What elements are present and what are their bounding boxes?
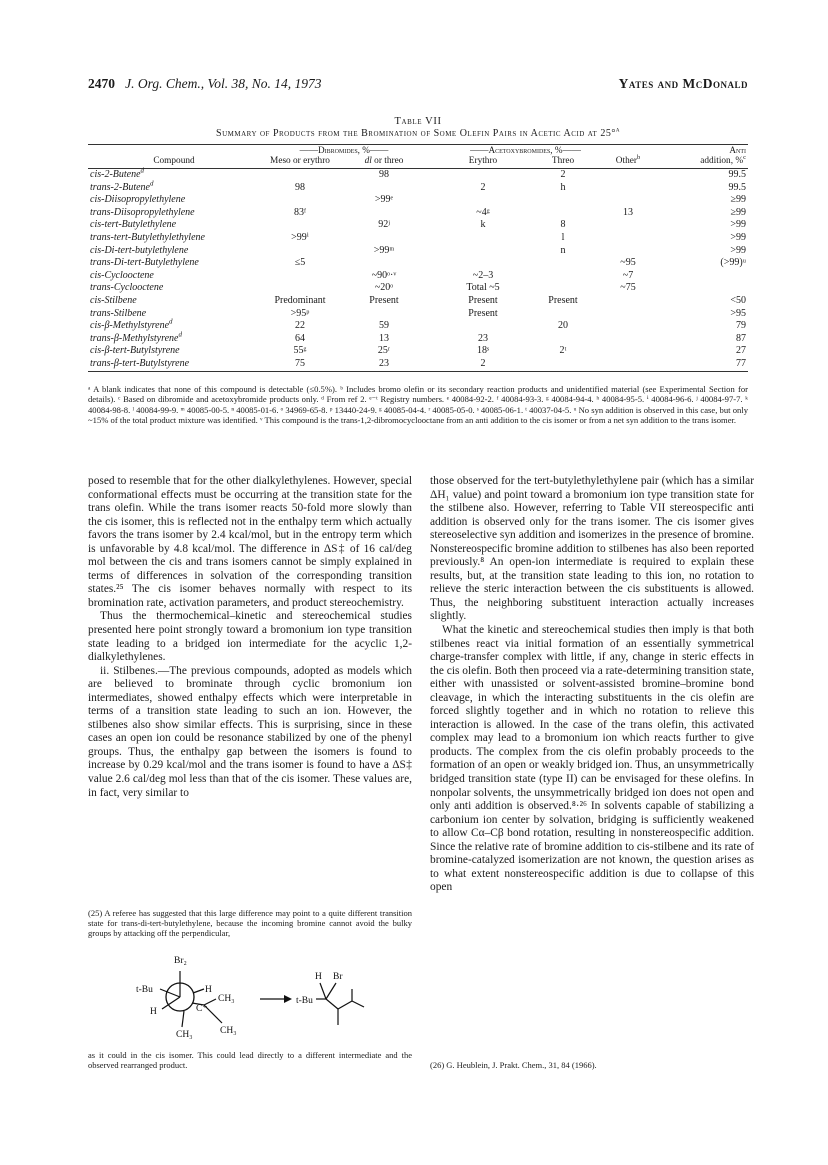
erythro-value: ~4ᵍ	[476, 206, 490, 218]
col-threo: Threo	[551, 156, 575, 166]
label-c-plus: C⁺	[196, 1004, 208, 1014]
table-group-header	[88, 145, 748, 155]
table-row	[88, 166, 748, 182]
table-label: Table VII	[394, 116, 442, 127]
dl-value: 98	[379, 169, 389, 180]
col-dl: dl or threo	[364, 156, 404, 166]
paragraph: those observed for the tert-butylethylethylene pair (which has a similar ΔH₁ value) and point toward a bromonium ion type transition state for the stilbene also. However, referring to Table VII stereospecific anti addition is observed only for the trans isomer. The cis isomer gives stereoselective syn addition and isomerizes in the presence of bromine. Nonstereospecific bromine addition to stilbenes has also been reported previously.⁸ An open-ion intermediate is required to explain these results, but, at the transition state leading to this ion, no rotation to relieve the steric interaction between the cis substituents is allowed. Thus, the neighboring substituent interaction actually increases slightly.	[430, 475, 754, 623]
dl-value: 92ʲ	[378, 219, 390, 231]
table-row	[88, 179, 748, 195]
other-value: ~95	[620, 257, 636, 269]
threo-value: 20	[558, 320, 568, 332]
dl-value: 13	[379, 332, 389, 344]
threo-value: 2ᵗ	[559, 345, 567, 357]
reaction-arrow	[260, 995, 292, 1003]
footnote-25-continued: as it could in the cis isomer. This could lead directly to a different intermediate and the observed rearranged product.	[88, 1050, 412, 1071]
meso-value: ≤5	[294, 257, 306, 269]
label-br2: Br₂	[174, 956, 187, 966]
label-ch3-a: CH₃	[218, 994, 235, 1004]
meso-value: 55ᵍ	[293, 345, 307, 357]
table-row	[88, 232, 748, 245]
erythro-value: 2	[480, 181, 486, 193]
anti-value: >99	[730, 244, 746, 256]
anti-value: >99	[730, 219, 746, 231]
compound-name: cis-tert-Butylethylene	[90, 219, 177, 231]
running-header	[88, 76, 748, 96]
table-column-header	[88, 155, 748, 168]
right-column	[430, 475, 754, 895]
other-value: 13	[623, 206, 633, 218]
table-footnotes: ᵃ A blank indicates that none of this compound is detectable (≤0.5%). ᵇ Includes bromo olefin or its secondary reaction products and unidentified material (see Experimental Section for details). ᶜ Based on dibromide and acetoxybromide products only. ᵈ From ref 2. ᵉ⁻ᵗ Registry numbers. ᵉ 40084-92-2. ᶠ 40084-93-3. ᵍ 40084-94-4. ʰ 40084-95-5. ⁱ 40084-96-6. ʲ 40084-97-7. ᵏ 40084-98-8. ˡ 40084-99-9. ᵐ 40085-00-5. ⁿ 40085-01-6. ᵒ 34969-65-8. ᵖ 13440-24-9. ᵍ 40085-04-4. ʳ 40085-05-0. ˢ 40085-06-1. ᵗ 40037-04-5. ᵘ No syn addition is observed in this case, but only ~15% of the total product mixture was identified. ᵛ This compound is the trans-1,2-dibromocyclooctane from an anti addition to the cis isomer or from a net syn addition to the trans isomer.	[88, 384, 748, 425]
product-table	[88, 144, 748, 372]
table-row	[88, 308, 748, 321]
anti-value: 79	[736, 320, 746, 332]
table-bottom-rule	[88, 371, 748, 372]
table-row	[88, 295, 748, 308]
meso-value: 98	[295, 181, 305, 193]
page-number: 2470	[88, 76, 115, 91]
paragraph: posed to resemble that for the other dialkylethylenes. However, special conformational effects must be occurring at the transition state for the trans olefin. While the trans isomer reacts 50-fold more slowly than the cis isomer, this is reflected not in the enthalpy term which actually favors the trans isomer by 2.4 kcal/mol, but in the entropy term which is unfavorable by 4.8 kcal/mol. The difference in ΔS‡ of 16 cal/deg mol between the cis and trans isomers cannot be simply explained in terms of differences in solvation of the corresponding transition states.²⁵ The cis isomer behaves normally with respect to its bromination rate, activation parameters, and product stereochemistry.	[88, 475, 412, 609]
other-value: ~7	[622, 269, 634, 281]
label-product-br: Br	[333, 972, 343, 982]
table-row	[88, 345, 748, 358]
compound-name: trans-Di-tert-Butylethylene	[90, 257, 199, 269]
compound-name: trans-2-Butene$^d$	[90, 179, 154, 193]
newman-projection-diagram	[88, 945, 412, 1045]
compound-ref-sup: d	[140, 166, 145, 175]
compound-ref-sup: d	[178, 330, 182, 339]
threo-value: h	[560, 181, 566, 193]
newman-projection	[136, 956, 237, 1040]
table-row	[88, 257, 748, 270]
col-anti-line1: Anti	[729, 145, 746, 155]
table-row	[88, 270, 748, 283]
col-anti: addition, %$^c$	[700, 153, 746, 166]
authors: Yates and McDonald	[618, 76, 748, 91]
compound-name: trans-β-Methylstyrene$^d$	[90, 330, 182, 344]
erythro-value: Present	[468, 294, 498, 306]
erythro-value: k	[480, 219, 486, 231]
col-other: Other$^b$	[615, 153, 641, 166]
anti-value: (>99)ᵘ	[720, 257, 746, 269]
threo-value: l	[561, 231, 565, 243]
paragraph: ii. Stilbenes.—The previous compounds, adopted as models which are believed to brominate through cyclic bromonium ion intermediates, showed enthalpy effects which were interpretable in terms of a transition state leading to such an ion. However, the stilbenes also show similar effects. This is surprising, since in these cases an open ion could be resonance stabilized by one of the phenyl groups. Thus, the enthalpy gap between the isomers is found to increase by 0.29 kcal/mol and the trans isomer is found to have a ΔS‡ value 2.6 cal/deg mol less than that of the cis isomer. These values are, in fact, very similar to	[88, 664, 412, 799]
col-compound: Compound	[153, 156, 195, 166]
table-row	[88, 194, 748, 207]
anti-value: 99.5	[728, 181, 746, 193]
compound-name: cis-2-Butene$^d$	[90, 166, 145, 180]
compound-ref-sup: d	[169, 317, 173, 326]
table-row	[88, 317, 748, 333]
col-meso: Meso or erythro	[270, 156, 330, 166]
erythro-value: 23	[478, 332, 488, 344]
dl-value: ~20ᵒ	[374, 282, 394, 294]
erythro-value: 18ˢ	[476, 345, 490, 357]
meso-value: 75	[295, 357, 305, 369]
paragraph: Thus the thermochemical–kinetic and stereochemical studies presented here point strongly toward a bromonium ion type transition state leading to a bridged ion intermediate for the acyclic 1,2-dialkylethylenes.	[88, 610, 412, 664]
group-dibromides: ——Dibromides, %——	[299, 145, 389, 155]
compound-ref-sup: d	[150, 179, 154, 188]
footnote-26: (26) G. Heublein, J. Prakt. Chem., 31, 84 (1966).	[430, 1060, 597, 1070]
erythro-value: Total ~5	[466, 282, 500, 294]
anti-value: 77	[736, 357, 746, 369]
dl-value: >99ᵐ	[373, 244, 395, 256]
anti-value: 27	[736, 345, 746, 357]
paragraph: What the kinetic and stereochemical studies then imply is that both stilbenes react via initial formation of an essentially symmetrical charge-transfer complex with little, if any, change in steric effects in the cis olefin. Both then proceed via a rate-determining transition state, either with unassisted or solvent-assisted bromine–bromine bond cleavage, in which the interacting substituents in the cis olefin are forced slightly together and in which no rotation to relieve this interaction is allowed. In the case of the trans olefin, this activated complex may lead to a bromonium ion which reacts further to give products. The complex from the cis olefin probably proceeds to the formation of an open or weakly bridged ion. Thus, an unsymmetrically bridged transition state (type II) can be envisaged for these olefins. In nonpolar solvents, the unsymmetrically bridged ion does not open and only anti addition is observed.⁸·²⁶ In solvents capable of stabilizing a carbonium ion center by solvation, bridging is sufficiently weakened to allow Cα–Cβ bond rotation, resulting in nonstereospecific addition. Since the relative rate of bromine addition to cis-stilbene and its rate of bromine-catalyzed isomerization are not known, the question arises as to what extent nonstereospecific addition is due to collapse of this open	[430, 624, 754, 894]
meso-value: 64	[295, 332, 305, 344]
erythro-value: 2	[480, 357, 486, 369]
table-row	[88, 330, 748, 346]
threo-value: n	[560, 244, 566, 256]
compound-name: trans-Stilbene	[90, 307, 147, 319]
journal-citation	[88, 76, 322, 92]
label-product-h: H	[315, 972, 322, 982]
anti-value: ≥99	[730, 194, 746, 206]
dl-value: 59	[379, 320, 389, 332]
meso-value: 22	[295, 320, 305, 332]
meso-value: >99ⁱ	[291, 231, 309, 243]
table-row	[88, 358, 748, 371]
footnote-25: (25) A referee has suggested that this large difference may point to a quite different transition state for trans-di-tert-butylethylene, because the incoming bromine cannot avoid the bulky groups by attacking off the perpendicular,	[88, 908, 412, 939]
anti-value: 87	[736, 332, 746, 344]
label-tbu: t-Bu	[136, 985, 153, 995]
journal-name: J. Org. Chem., Vol. 38, No. 14, 1973	[125, 76, 322, 91]
other-value: ~75	[620, 282, 636, 294]
dl-value: >99ᵉ	[374, 194, 394, 206]
compound-name: cis-β-tert-Butylstyrene	[90, 345, 180, 357]
meso-value: >95ᵖ	[290, 307, 310, 319]
dl-value: Present	[369, 294, 399, 306]
table-row	[88, 207, 748, 220]
label-ch3-c: CH₃	[220, 1026, 237, 1036]
threo-value: Present	[548, 294, 578, 306]
table-row	[88, 245, 748, 258]
label-h-right: H	[205, 985, 212, 995]
compound-name: cis-Cyclooctene	[90, 269, 154, 281]
compound-name: trans-Cyclooctene	[90, 282, 164, 294]
threo-value: 8	[560, 219, 566, 231]
compound-name: cis-Diisopropylethylene	[90, 194, 186, 206]
anti-value: >99	[730, 231, 746, 243]
col-erythro: Erythro	[468, 156, 498, 166]
erythro-value: Present	[468, 307, 498, 319]
compound-name: cis-Di-tert-butylethylene	[90, 244, 189, 256]
anti-value: 99.5	[728, 169, 746, 180]
threo-value: 2	[560, 169, 566, 180]
table-title: Summary of Products from the Bromination of Some Olefin Pairs in Acetic Acid at 25°$^a$	[216, 125, 620, 139]
meso-value: Predominant	[274, 294, 326, 306]
table-body	[88, 166, 748, 371]
compound-name: trans-Diisopropylethylene	[90, 206, 195, 218]
product-structure	[296, 972, 364, 1025]
anti-value: <50	[730, 294, 746, 306]
group-acetoxybromides: ——Acetoxybromides, %——	[470, 145, 581, 155]
table-row	[88, 219, 748, 232]
label-product-tbu: t-Bu	[296, 996, 313, 1006]
table-row	[88, 282, 748, 295]
meso-value: 83ᶠ	[293, 206, 307, 218]
erythro-value: ~2–3	[472, 269, 494, 281]
compound-name: trans-β-tert-Butylstyrene	[90, 357, 190, 369]
compound-name: trans-tert-Butylethylethylene	[90, 231, 205, 243]
anti-value: ≥99	[730, 206, 746, 218]
compound-name: cis-Stilbene	[90, 294, 137, 306]
dl-value: 25ʳ	[377, 345, 391, 357]
dl-value: ~90ᵒ·ᵛ	[371, 269, 397, 281]
anti-value: >95	[730, 307, 746, 319]
dl-value: 23	[379, 357, 389, 369]
label-h-left: H	[150, 1007, 157, 1017]
label-ch3-b: CH₃	[176, 1030, 193, 1040]
compound-name: cis-β-Methylstyrene$^d$	[90, 317, 173, 332]
left-column	[88, 475, 412, 800]
